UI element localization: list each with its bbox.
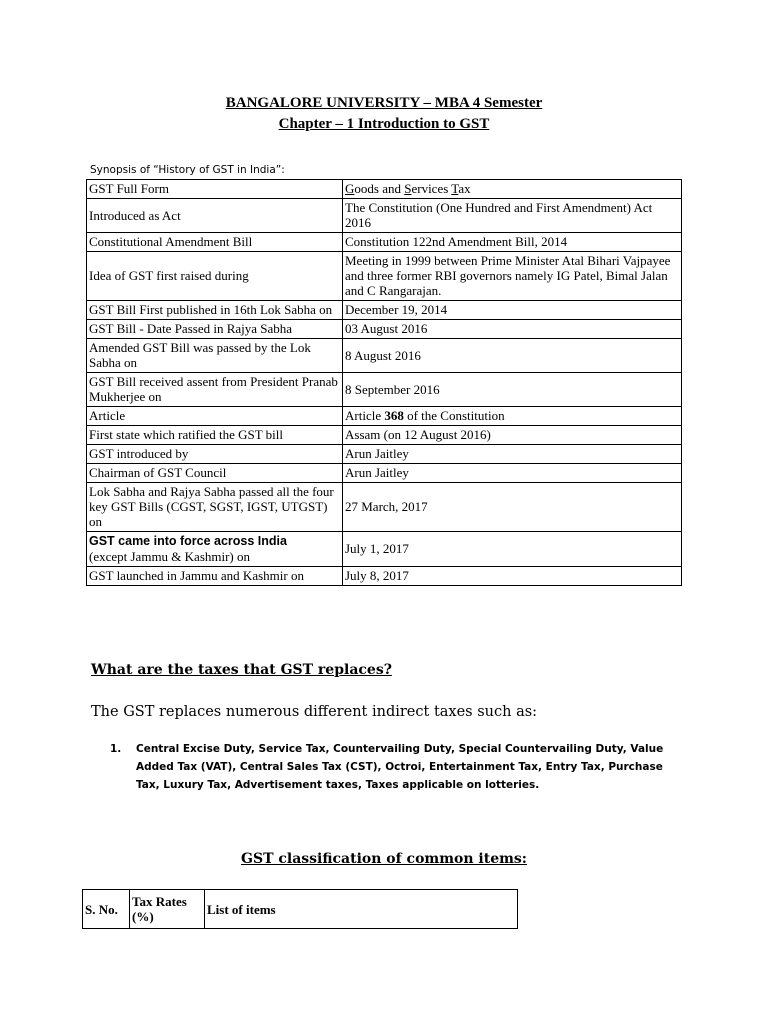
taxes-list	[110, 740, 670, 794]
table-cell-value: Meeting in 1999 between Prime Minister Atal Bihari Vajpayee and three former RBI governors namely IG Patel, Bimal Jalan and C Rangarajan.	[343, 252, 682, 301]
table-row	[87, 464, 682, 483]
column-header-tax-rates: Tax Rates (%)	[130, 890, 205, 929]
table-cell-value: 27 March, 2017	[343, 483, 682, 532]
list-item-text: Central Excise Duty, Service Tax, Countervailing Duty, Special Countervailing Duty, Value Added Tax (VAT), Central Sales Tax (CST), Octroi, Entertainment Tax, Entry Tax, Purchase Tax, Luxury Tax, Advertisement taxes, Taxes applicable on lotteries.	[136, 743, 664, 791]
table-cell-value: July 8, 2017	[343, 567, 682, 586]
key-rest: (except Jammu & Kashmir) on	[89, 549, 251, 564]
article-number: 368	[384, 408, 404, 423]
table-cell-value: 8 August 2016	[343, 339, 682, 373]
column-header-items: List of items	[205, 890, 518, 929]
value-suffix: of the Constitution	[403, 408, 505, 423]
table-row	[87, 483, 682, 532]
table-row	[87, 320, 682, 339]
table-header-row	[83, 890, 518, 929]
table-cell-value: Assam (on 12 August 2016)	[343, 426, 682, 445]
value-prefix: Article	[345, 408, 385, 423]
table-row	[87, 180, 682, 199]
table-cell-key: Chairman of GST Council	[87, 464, 343, 483]
table-cell-key: Lok Sabha and Rajya Sabha passed all the four key GST Bills (CGST, SGST, IGST, UTGST) on	[87, 483, 343, 532]
table-row	[87, 426, 682, 445]
table-row	[87, 445, 682, 464]
taxes-intro: The GST replaces numerous different indirect taxes such as:	[91, 704, 538, 720]
table-cell-value: December 19, 2014	[343, 301, 682, 320]
document-title: BANGALORE UNIVERSITY – MBA 4 Semester	[225, 95, 543, 111]
table-cell-key: Article	[87, 407, 343, 426]
table-cell-key: GST Full Form	[87, 180, 343, 199]
table-cell-key: GST Bill - Date Passed in Rajya Sabha	[87, 320, 343, 339]
table-cell-value: July 1, 2017	[343, 532, 682, 567]
table-row	[87, 567, 682, 586]
table-cell-key: GST Bill received assent from President Pranab Mukherjee on	[87, 373, 343, 407]
table-row	[87, 532, 682, 567]
classification-heading: GST classification of common items:	[241, 851, 527, 867]
table-row	[87, 301, 682, 320]
synopsis-table	[86, 179, 682, 586]
chapter-title: Chapter – 1 Introduction to GST	[278, 116, 490, 132]
table-row	[87, 407, 682, 426]
table-cell-value	[343, 407, 682, 426]
table-cell-key: Idea of GST first raised during	[87, 252, 343, 301]
table-cell-key	[87, 532, 343, 567]
table-row	[87, 199, 682, 233]
list-item	[110, 740, 670, 794]
table-cell-value: Arun Jaitley	[343, 464, 682, 483]
table-cell-key: GST Bill First published in 16th Lok Sabha on	[87, 301, 343, 320]
table-cell-key: Constitutional Amendment Bill	[87, 233, 343, 252]
table-row	[87, 233, 682, 252]
synopsis-label: Synopsis of “History of GST in India”:	[90, 164, 285, 176]
table-cell-key: Introduced as Act	[87, 199, 343, 233]
table-row	[87, 373, 682, 407]
table-cell-key: First state which ratified the GST bill	[87, 426, 343, 445]
table-cell-key: GST launched in Jammu and Kashmir on	[87, 567, 343, 586]
table-row	[87, 252, 682, 301]
table-cell-value: The Constitution (One Hundred and First Amendment) Act 2016	[343, 199, 682, 233]
table-cell-value: 8 September 2016	[343, 373, 682, 407]
table-cell-value: 03 August 2016	[343, 320, 682, 339]
taxes-replaced-heading: What are the taxes that GST replaces?	[91, 662, 392, 678]
table-cell-value: Goods and Services Tax	[343, 180, 682, 199]
table-cell-key: Amended GST Bill was passed by the Lok Sabha on	[87, 339, 343, 373]
key-bold: GST came into force across India	[89, 534, 287, 548]
column-header-sno: S. No.	[83, 890, 130, 929]
table-cell-key: GST introduced by	[87, 445, 343, 464]
table-cell-value: Arun Jaitley	[343, 445, 682, 464]
table-row	[87, 339, 682, 373]
table-cell-value: Constitution 122nd Amendment Bill, 2014	[343, 233, 682, 252]
classification-table	[82, 889, 518, 929]
list-number: 1.	[110, 743, 122, 755]
